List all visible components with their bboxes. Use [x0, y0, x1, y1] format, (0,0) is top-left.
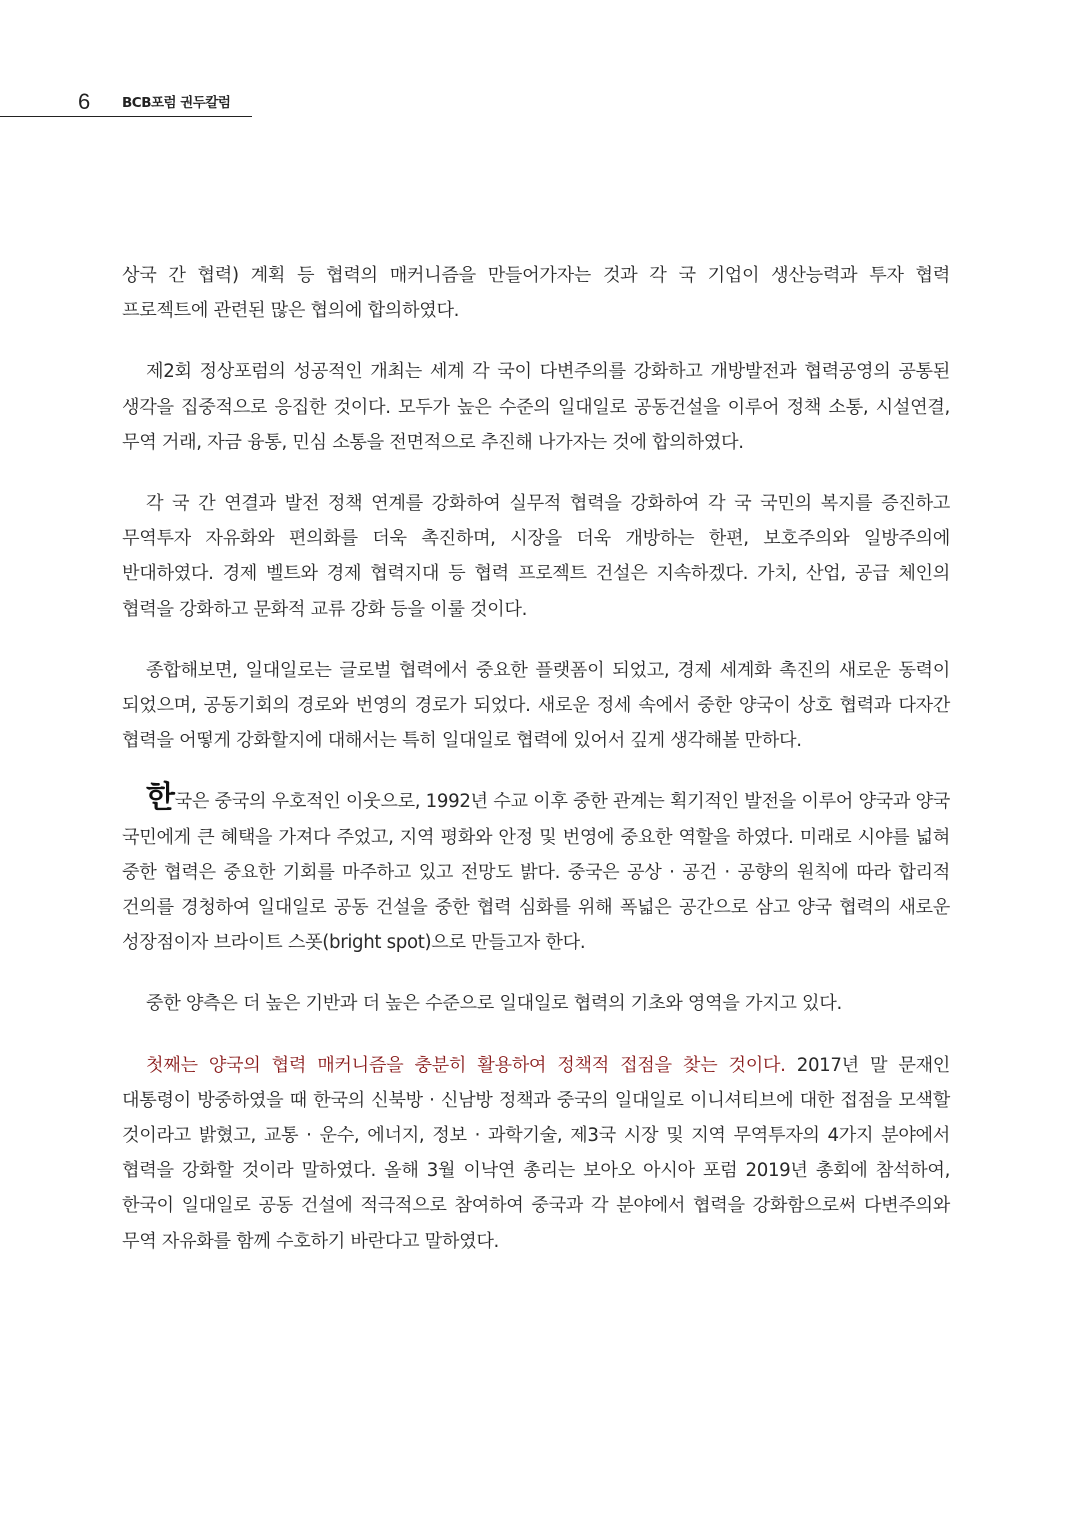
article-body — [122, 258, 950, 1285]
first-point-heading: 첫째는 양국의 협력 매커니즘을 충분히 활용하여 정책적 접점을 찾는 것이다. — [146, 1054, 786, 1076]
dropcap: 한 — [146, 780, 175, 816]
page-header — [0, 88, 252, 117]
paragraph-continuation: 상국 간 협력) 계획 등 협력의 매커니즘을 만들어가자는 것과 각 국 기업이 생산능력과 투자 협력 프로젝트에 관련된 많은 협의에 합의하였다. — [122, 265, 950, 322]
paragraph-first-point — [122, 1048, 950, 1259]
paragraph-korea-text: 국은 중국의 우호적인 이웃으로, 1992년 수교 이후 중한 관계는 획기적인 발전을 이루어 양국과 양국 국민에게 큰 혜택을 가져다 주었고, 지역 평화와 안정 및 번영에 중요한 역할을 하였다. 미래로 시야를 넓혀 중한 협력은 중요한 기회를 마주하고 있고 전망도 밝다. 중국은 공상 · 공건 · 공향의 원칙에 따라 합리적 건의를 경청하여 일대일로 공동 건설을 중한 협력 심화를 위해 폭넓은 공간으로 삼고 양국 협력의 새로운 성장점이자 브라이트 스폿(bright spot)으로 만들고자 한다. — [122, 791, 950, 954]
paragraph-connectivity: 각 국 간 연결과 발전 정책 연계를 강화하여 실무적 협력을 강화하여 각 국 국민의 복지를 증진하고 무역투자 자유화와 편의화를 더욱 촉진하며, 시장을 더욱 개방하는 한편, 보호주의와 일방주의에 반대하였다. 경제 벨트와 경제 협력지대 등 협력 프로젝트 건설은 지속하겠다. 가치, 산업, 공급 체인의 협력을 강화하고 문화적 교류 강화 등을 이룰 것이다. — [122, 493, 950, 620]
running-title: BCB포럼 권두칼럼 — [122, 95, 231, 111]
paragraph-korea — [122, 780, 950, 960]
page-number: 6 — [78, 89, 91, 114]
paragraph-summary: 종합해보면, 일대일로는 글로벌 협력에서 중요한 플랫폼이 되었고, 경제 세계화 촉진의 새로운 동력이 되었으며, 공동기회의 경로와 번영의 경로가 되었다. 새로운 정세 속에서 중한 양국이 상호 협력과 다자간 협력을 어떻게 강화할지에 대해서는 특히 일대일로 협력에 있어서 깊게 생각해볼 만하다. — [122, 659, 950, 752]
paragraph-summit: 제2회 정상포럼의 성공적인 개최는 세계 각 국이 다변주의를 강화하고 개방발전과 협력공영의 공통된 생각을 집중적으로 응집한 것이다. 모두가 높은 수준의 일대일로 공동건설을 이루어 정책 소통, 시설연결, 무역 거래, 자금 융통, 민심 소통을 전면적으로 추진해 나가자는 것에 합의하였다. — [122, 361, 950, 453]
paragraph-basis: 중한 양측은 더 높은 기반과 더 높은 수준으로 일대일로 협력의 기초와 영역을 가지고 있다. — [146, 993, 842, 1015]
first-point-text: 2017년 말 문재인 대통령이 방중하였을 때 한국의 신북방 · 신남방 정책과 중국의 일대일로 이니셔티브에 대한 접점을 모색할 것이라고 밝혔고, 교통 · 운수, 에너지, 정보 · 과학기술, 제3국 시장 및 지역 무역투자의 4가지 분야에서 협력을 강화할 것이라 말하였다. 올해 3월 이낙연 총리는 보아오 아시아 포럼 2019년 총회에 참석하여, 한국이 일대일로 공동 건설에 적극적으로 참여하여 중국과 각 분야에서 협력을 강화함으로써 다변주의와 무역 자유화를 함께 수호하기 바란다고 말하였다. — [122, 1054, 951, 1252]
